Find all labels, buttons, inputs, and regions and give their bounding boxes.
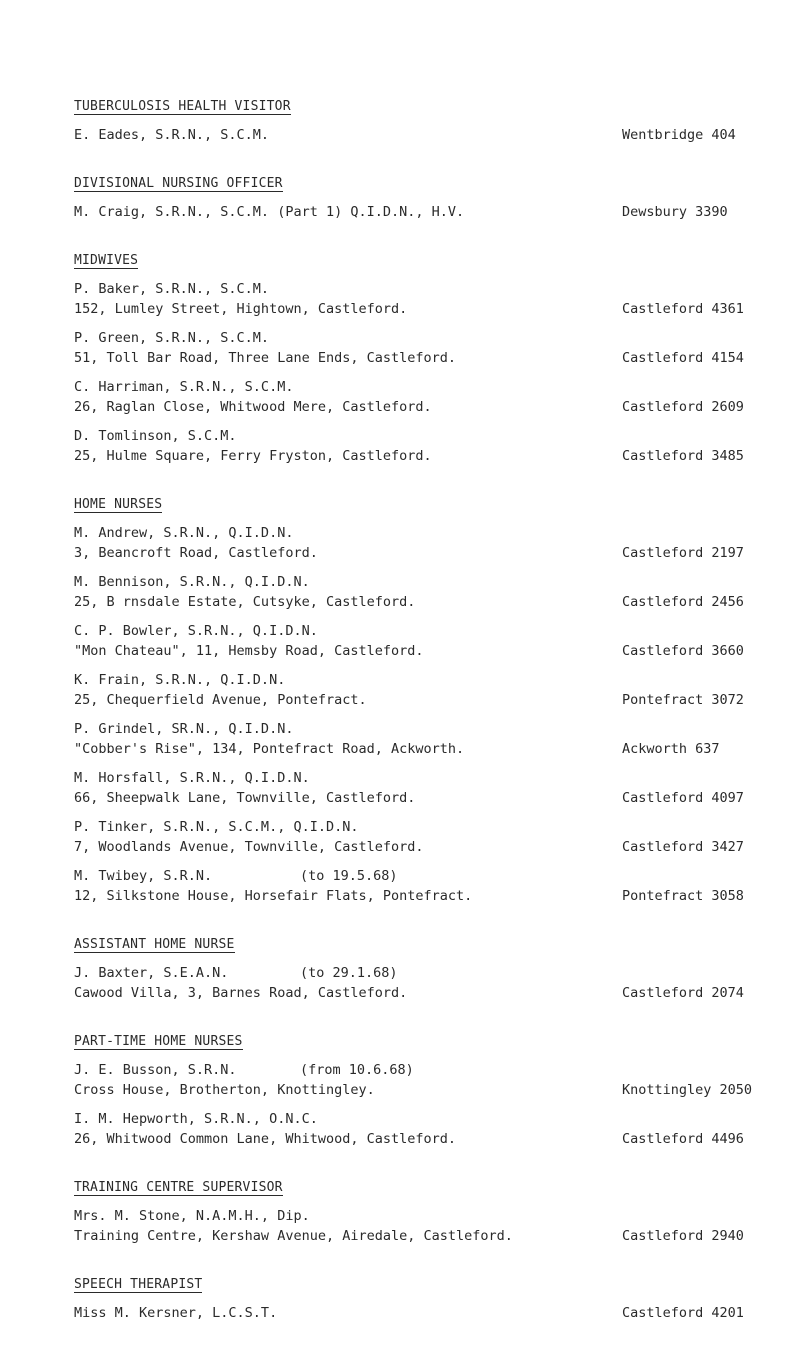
entry-line — [74, 641, 754, 661]
entry-line — [74, 866, 754, 886]
telephone-number: Castleford 3427 — [622, 839, 744, 855]
telephone-number: Castleford 4201 — [622, 1305, 744, 1321]
staff-name: Miss M. Kersner, L.C.S.T. — [74, 1305, 278, 1321]
staff-address: 25, Hulme Square, Ferry Fryston, Castleford. — [74, 448, 432, 464]
staff-entry — [74, 202, 754, 222]
staff-entry — [74, 670, 754, 710]
staff-name: I. M. Hepworth, S.R.N., O.N.C. — [74, 1111, 318, 1127]
staff-entry — [74, 719, 754, 759]
staff-name: P. Green, S.R.N., S.C.M. — [74, 330, 270, 346]
staff-entry — [74, 279, 754, 319]
entry-line — [74, 817, 754, 837]
staff-address: 25, Chequerfield Avenue, Pontefract. — [74, 692, 367, 708]
staff-entry — [74, 523, 754, 563]
entry-line — [74, 125, 754, 145]
entry-line — [74, 377, 754, 397]
telephone-number: Ackworth 637 — [622, 741, 720, 757]
entry-line — [74, 788, 754, 808]
staff-entry — [74, 125, 754, 145]
staff-address: 3, Beancroft Road, Castleford. — [74, 545, 318, 561]
staff-entry — [74, 1206, 754, 1246]
staff-entry — [74, 817, 754, 857]
staff-entry — [74, 866, 754, 906]
staff-name: M. Craig, S.R.N., S.C.M. (Part 1) Q.I.D.N., H.V. — [74, 204, 465, 220]
staff-address: Cross House, Brotherton, Knottingley. — [74, 1082, 375, 1098]
staff-address: 12, Silkstone House, Horsefair Flats, Pontefract. — [74, 888, 473, 904]
entry-line — [74, 348, 754, 368]
staff-name: P. Tinker, S.R.N., S.C.M., Q.I.D.N. — [74, 819, 359, 835]
entry-line — [74, 1303, 754, 1323]
entry-line — [74, 397, 754, 417]
telephone-number: Castleford 2197 — [622, 545, 744, 561]
section-heading: MIDWIVES — [74, 253, 139, 268]
entry-line — [74, 768, 754, 788]
staff-entry — [74, 768, 754, 808]
staff-entry — [74, 1060, 754, 1100]
entry-line — [74, 328, 754, 348]
telephone-number: Castleford 4097 — [622, 790, 744, 806]
staff-name: E. Eades, S.R.N., S.C.M. — [74, 127, 270, 143]
section-heading: PART-TIME HOME NURSES — [74, 1034, 243, 1049]
telephone-number: Pontefract 3058 — [622, 888, 744, 904]
staff-name: C. Harriman, S.R.N., S.C.M. — [74, 379, 294, 395]
staff-name: K. Frain, S.R.N., Q.I.D.N. — [74, 672, 286, 688]
staff-entry — [74, 328, 754, 368]
telephone-number: Wentbridge 404 — [622, 127, 736, 143]
staff-address: 26, Raglan Close, Whitwood Mere, Castleford. — [74, 399, 432, 415]
section-heading: DIVISIONAL NURSING OFFICER — [74, 176, 283, 191]
entry-line — [74, 739, 754, 759]
entry-line — [74, 543, 754, 563]
entry-line — [74, 202, 754, 222]
staff-address: "Mon Chateau", 11, Hemsby Road, Castleford. — [74, 643, 424, 659]
entry-line — [74, 1206, 754, 1226]
staff-entry — [74, 963, 754, 1003]
staff-address: Training Centre, Kershaw Avenue, Airedale, Castleford. — [74, 1228, 513, 1244]
section — [74, 175, 754, 222]
staff-address: 51, Toll Bar Road, Three Lane Ends, Castleford. — [74, 350, 457, 366]
entry-line — [74, 1060, 754, 1080]
staff-name: D. Tomlinson, S.C.M. — [74, 428, 237, 444]
telephone-number: Castleford 2074 — [622, 985, 744, 1001]
telephone-number: Castleford 4496 — [622, 1131, 744, 1147]
section-heading: SPEECH THERAPIST — [74, 1277, 203, 1292]
staff-name: M. Bennison, S.R.N., Q.I.D.N. — [74, 574, 310, 590]
staff-name: Mrs. M. Stone, N.A.M.H., Dip. — [74, 1208, 310, 1224]
telephone-number: Knottingley 2050 — [622, 1082, 753, 1098]
entry-line — [74, 837, 754, 857]
staff-address: "Cobber's Rise", 134, Pontefract Road, Ackworth. — [74, 741, 465, 757]
staff-name: C. P. Bowler, S.R.N., Q.I.D.N. — [74, 623, 318, 639]
staff-entry — [74, 377, 754, 417]
section-heading: ASSISTANT HOME NURSE — [74, 937, 235, 952]
staff-name: J. Baxter, S.E.A.N. — [74, 965, 229, 981]
staff-address: 25, B rnsdale Estate, Cutsyke, Castleford. — [74, 594, 416, 610]
document-page — [74, 98, 754, 1353]
section — [74, 252, 754, 466]
staff-name: M. Horsfall, S.R.N., Q.I.D.N. — [74, 770, 310, 786]
entry-line — [74, 621, 754, 641]
section-heading: HOME NURSES — [74, 497, 163, 512]
section — [74, 496, 754, 906]
entry-line — [74, 963, 754, 983]
staff-entry — [74, 426, 754, 466]
entry-line — [74, 592, 754, 612]
entry-line — [74, 1226, 754, 1246]
telephone-number: Castleford 2940 — [622, 1228, 744, 1244]
telephone-number: Castleford 3660 — [622, 643, 744, 659]
staff-name: J. E. Busson, S.R.N. — [74, 1062, 237, 1078]
entry-line — [74, 1109, 754, 1129]
section — [74, 936, 754, 1003]
staff-name: P. Grindel, SR.N., Q.I.D.N. — [74, 721, 294, 737]
section-heading: TUBERCULOSIS HEALTH VISITOR — [74, 99, 291, 114]
entry-line — [74, 719, 754, 739]
staff-address: 7, Woodlands Avenue, Townville, Castleford. — [74, 839, 424, 855]
entry-line — [74, 1080, 754, 1100]
entry-line — [74, 299, 754, 319]
telephone-number: Pontefract 3072 — [622, 692, 744, 708]
entry-line — [74, 690, 754, 710]
entry-line — [74, 886, 754, 906]
entry-line — [74, 983, 754, 1003]
staff-entry — [74, 621, 754, 661]
section — [74, 1033, 754, 1149]
section — [74, 1179, 754, 1246]
telephone-number: Dewsbury 3390 — [622, 204, 728, 220]
entry-line — [74, 279, 754, 299]
entry-line — [74, 1129, 754, 1149]
service-date-note: (from 10.6.68) — [300, 1062, 414, 1078]
telephone-number: Castleford 2609 — [622, 399, 744, 415]
telephone-number: Castleford 4154 — [622, 350, 744, 366]
staff-address: 152, Lumley Street, Hightown, Castleford. — [74, 301, 408, 317]
staff-entry — [74, 572, 754, 612]
entry-line — [74, 426, 754, 446]
entry-line — [74, 572, 754, 592]
entry-line — [74, 670, 754, 690]
service-date-note: (to 19.5.68) — [300, 868, 398, 884]
staff-name: M. Andrew, S.R.N., Q.I.D.N. — [74, 525, 294, 541]
staff-address: 66, Sheepwalk Lane, Townville, Castleford. — [74, 790, 416, 806]
staff-address: Cawood Villa, 3, Barnes Road, Castleford. — [74, 985, 408, 1001]
staff-address: 26, Whitwood Common Lane, Whitwood, Castleford. — [74, 1131, 457, 1147]
section-heading: TRAINING CENTRE SUPERVISOR — [74, 1180, 283, 1195]
entry-line — [74, 523, 754, 543]
staff-name: M. Twibey, S.R.N. — [74, 868, 213, 884]
section — [74, 98, 754, 145]
service-date-note: (to 29.1.68) — [300, 965, 398, 981]
telephone-number: Castleford 3485 — [622, 448, 744, 464]
telephone-number: Castleford 4361 — [622, 301, 744, 317]
staff-entry — [74, 1303, 754, 1323]
staff-entry — [74, 1109, 754, 1149]
telephone-number: Castleford 2456 — [622, 594, 744, 610]
staff-name: P. Baker, S.R.N., S.C.M. — [74, 281, 270, 297]
entry-line — [74, 446, 754, 466]
